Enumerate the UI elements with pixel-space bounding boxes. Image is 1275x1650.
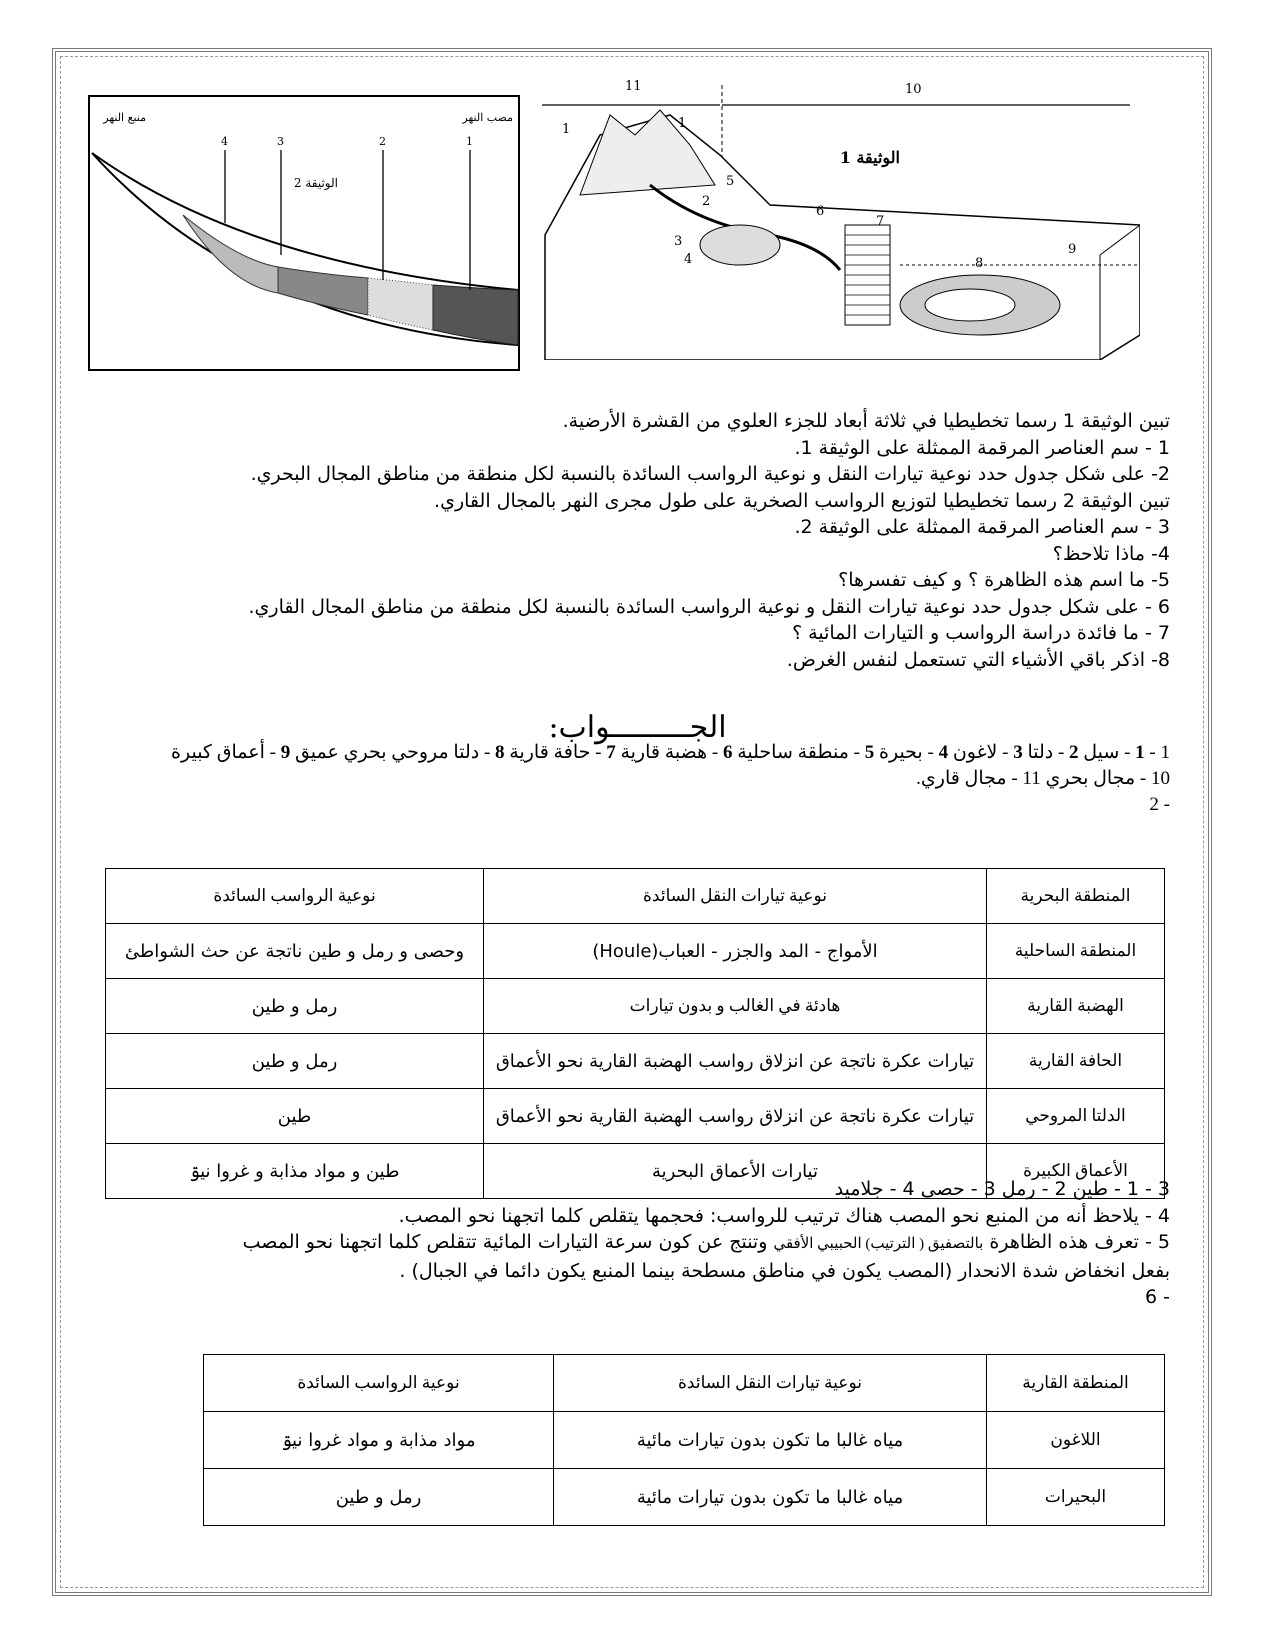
table-cell: الهضبة القارية bbox=[987, 979, 1165, 1034]
fig1-label-11: 11 bbox=[625, 79, 642, 94]
table-cell: هادئة في الغالب و بدون تيارات bbox=[484, 979, 987, 1034]
table-cell: المنطقة الساحلية bbox=[987, 924, 1165, 979]
answer-1-line1: 1 - 1 - سيل 2 - دلتا 3 - لاغون 4 - بحيرة 5 - منطقة ساحلية 6 - هضبة قارية 7 - حافة قارية 8 - دلتا مروحي بحري عميق 9 - أعماق كبيرة bbox=[171, 742, 1170, 763]
table-cell: تيارات عكرة ناتجة عن انزلاق رواسب الهضبة القارية نحو الأعماق bbox=[484, 1034, 987, 1089]
intro-line: 8- اذكر باقي الأشياء التي تستعمل لنفس الغرض. bbox=[786, 648, 1170, 671]
intro-line: تبين الوثيقة 1 رسما تخطيطيا في ثلاثة أبعاد للجزء العلوي من القشرة الأرضية. bbox=[562, 410, 1170, 432]
answer-1-line2: 10 - مجال بحري 11 - مجال قاري. bbox=[916, 768, 1170, 789]
answer-5-line1: 5 - تعرف هذه الظاهرة بالتصفيق ( الترتيب) الحبيبي الأفقي وتنتج عن كون سرعة التيارات المائية تتقلص كلما اتجهنا نحو المصب bbox=[242, 1231, 1170, 1253]
table-header: نوعية تيارات النقل السائدة bbox=[554, 1355, 987, 1412]
table-header: نوعية الرواسب السائدة bbox=[204, 1355, 554, 1412]
marine-zones-table bbox=[105, 868, 1165, 1199]
table-cell: مياه غالبا ما تكون بدون تيارات مائية bbox=[554, 1469, 987, 1526]
table-cell: مواد مذابة و مواد غروا نيۊ bbox=[204, 1412, 554, 1469]
continental-zones-table bbox=[203, 1354, 1165, 1526]
table-cell: مياه غالبا ما تكون بدون تيارات مائية bbox=[554, 1412, 987, 1469]
table-header-row bbox=[106, 869, 1165, 924]
table-cell: طين bbox=[106, 1089, 484, 1144]
fig2-number-2: 2 bbox=[379, 135, 386, 148]
fig2-number-3: 3 bbox=[277, 135, 284, 148]
table-header: نوعية الرواسب السائدة bbox=[106, 869, 484, 924]
table-cell: الأعماق الكبيرة bbox=[987, 1144, 1165, 1199]
fig2-title: الوثيقة 2 bbox=[293, 176, 338, 190]
table-header: المنطقة القارية bbox=[987, 1355, 1165, 1412]
answer-4: 4 - يلاحظ أنه من المنبع نحو المصب هناك ترتيب للرواسب: فحجمها يتقلص كلما اتجهنا نحو المصب. bbox=[398, 1204, 1170, 1227]
fig1-number-1b: 1 bbox=[678, 116, 687, 131]
table-row bbox=[106, 1034, 1165, 1089]
answer-6-label: - 6 bbox=[1145, 1286, 1170, 1308]
table-cell: الدلتا المروحي bbox=[987, 1089, 1165, 1144]
table-cell: الأمواج - المد والجزر - العباب(Houle) bbox=[484, 924, 987, 979]
table-header: المنطقة البحرية bbox=[987, 869, 1165, 924]
table-cell: اللاغون bbox=[987, 1412, 1165, 1469]
fig1-number-6: 6 bbox=[816, 204, 825, 219]
answer-2-label: - 2 bbox=[1149, 794, 1170, 815]
table-header-row bbox=[204, 1355, 1165, 1412]
fig2-number-4: 4 bbox=[221, 135, 228, 148]
table-cell: البحيرات bbox=[987, 1469, 1165, 1526]
intro-line: 4- ماذا تلاحظ؟ bbox=[1052, 542, 1170, 565]
figure-document-2 bbox=[88, 95, 520, 371]
table-cell: طين و مواد مذابة و غروا نيۊ bbox=[106, 1144, 484, 1199]
table-header: نوعية تيارات النقل السائدة bbox=[484, 869, 987, 924]
fig1-number-8: 8 bbox=[975, 256, 984, 271]
fig1-number-1a: 1 bbox=[562, 122, 571, 137]
fig1-title: الوثيقة 1 bbox=[839, 148, 900, 167]
figure-document-1 bbox=[540, 75, 1140, 360]
table-cell: تيارات عكرة ناتجة عن انزلاق رواسب الهضبة القارية نحو الأعماق bbox=[484, 1089, 987, 1144]
fig1-number-9: 9 bbox=[1068, 242, 1077, 257]
intro-line: 3 - سم العناصر المرقمة الممثلة على الوثيقة 2. bbox=[794, 516, 1170, 538]
fig1-number-4: 4 bbox=[684, 252, 693, 267]
intro-line: 6 - على شكل جدول حدد نوعية تيارات النقل و نوعية الرواسب السائدة بالنسبة لكل منطقة من مناطق المجال القاري. bbox=[248, 595, 1170, 618]
answer-3: 3 - 1 - طين 2 - رمل 3 - حصى 4 - جلاميد bbox=[834, 1178, 1170, 1200]
table-row bbox=[106, 979, 1165, 1034]
intro-line: 5- ما اسم هذه الظاهرة ؟ و كيف تفسرها؟ bbox=[838, 569, 1170, 591]
table-cell: تيارات الأعماق البحرية bbox=[484, 1144, 987, 1199]
table-cell: رمل و طين bbox=[106, 979, 484, 1034]
table-row bbox=[204, 1412, 1165, 1469]
questions bbox=[90, 408, 1170, 673]
intro-line: تبين الوثيقة 2 رسما تخطيطيا لتوزيع الرواسب الصخرية على طول مجرى النهر بالمجال القاري. bbox=[434, 489, 1170, 512]
table-cell: رمل و طين bbox=[204, 1469, 554, 1526]
fig2-mouth-label: مصب النهر bbox=[462, 111, 513, 124]
intro-line: 2- على شكل جدول حدد نوعية تيارات النقل و نوعية الرواسب السائدة بالنسبة لكل منطقة من مناطق المجال البحري. bbox=[250, 463, 1170, 485]
fig1-label-10: 10 bbox=[905, 82, 922, 97]
fig1-number-5: 5 bbox=[726, 174, 735, 189]
table-cell: الحافة القارية bbox=[987, 1034, 1165, 1089]
fig2-number-1: 1 bbox=[466, 135, 473, 148]
answer-5-line2: بفعل انخفاض شدة الانحدار (المصب يكون في مناطق مسطحة بينما المنبع يكون دائما في الجبال) . bbox=[399, 1259, 1170, 1282]
fig1-number-2: 2 bbox=[702, 194, 711, 209]
table-row bbox=[106, 924, 1165, 979]
fig1-number-7: 7 bbox=[876, 214, 885, 229]
intro-line: 1 - سم العناصر المرقمة الممثلة على الوثيقة 1. bbox=[794, 436, 1170, 459]
fig1-number-3: 3 bbox=[674, 234, 683, 249]
table-row bbox=[204, 1469, 1165, 1526]
intro-line: 7 - ما فائدة دراسة الرواسب و التيارات المائية ؟ bbox=[792, 622, 1170, 644]
fig2-source-label: منبع النهر bbox=[103, 111, 146, 124]
answer-title: الجـــــــــواب: bbox=[548, 710, 727, 745]
table-cell: وحصى و رمل و طين ناتجة عن حث الشواطئ bbox=[106, 924, 484, 979]
answers-3-6 bbox=[90, 1176, 1170, 1311]
table-row bbox=[106, 1089, 1165, 1144]
table-cell: رمل و طين bbox=[106, 1034, 484, 1089]
answer-1 bbox=[90, 740, 1170, 818]
